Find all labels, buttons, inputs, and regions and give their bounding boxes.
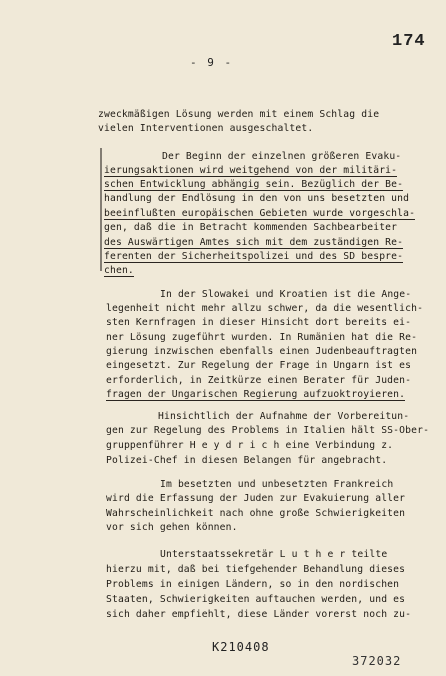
document-number: K210408 (212, 640, 270, 654)
text-line: hierzu mit, daß bei tiefgehender Behandlung dieses (106, 564, 406, 575)
text-line: gen zur Regelung des Problems in Italien hält SS-Ober- (106, 425, 430, 436)
text-line: Staaten, Schwierigkeiten auftauchen werden, und es (106, 594, 406, 605)
text-line: Im besetzten und unbesetzten Frankreich (160, 479, 394, 490)
text-line: Hinsichtlich der Aufnahme der Vorbereitun- (158, 411, 410, 422)
text-line: ierungsaktionen wird weitgehend von der militäri- (104, 165, 398, 176)
text-line: sten Kernfragen in dieser Hinsicht dort bereits ei- (106, 317, 412, 328)
text-line: ner Lösung zugeführt wurden. In Rumänien hat die Re- (106, 332, 418, 343)
margin-pen-stroke (100, 148, 102, 271)
text-line: sich daher empfiehlt, diese Länder vorerst noch zu- (106, 609, 412, 620)
text-line: erforderlich, in Zeitkürze einen Berater für Juden- (106, 375, 412, 386)
text-line: zweckmäßigen Lösung werden mit einem Schlag die (98, 109, 380, 120)
text-line: vielen Interventionen ausgeschaltet. (98, 123, 314, 134)
page-number: - 9 - (190, 56, 234, 69)
text-line: handlung der Endlösung in den von uns besetzten und (104, 193, 410, 204)
text-line: Der Beginn der einzelnen größeren Evaku- (162, 151, 402, 162)
text-line: Unterstaatssekretär L u t h e r teilte (160, 549, 388, 560)
text-line: legenheit nicht mehr allzu schwer, da die wesentlich- (106, 303, 424, 314)
text-line: Wahrscheinlichkeit nach ohne große Schwierigkeiten (106, 508, 406, 519)
page-stamp-number: 174 (392, 32, 426, 51)
file-number: 372032 (352, 654, 402, 668)
text-line: beeinflußten europäischen Gebieten wurde vorgeschla- (104, 208, 416, 219)
text-line: wird die Erfassung der Juden zur Evakuierung aller (106, 493, 406, 504)
text-line: eingesetzt. Zur Regelung der Frage in Ungarn ist es (106, 360, 412, 371)
text-line: gierung inzwischen ebenfalls einen Judenbeauftragten (106, 346, 418, 357)
text-line: Problems in einigen Ländern, so in den nordischen (106, 579, 400, 590)
text-line: gen, daß die in Betracht kommenden Sachbearbeiter (104, 222, 398, 233)
text-line: chen. (104, 265, 134, 276)
text-line: gruppenführer H e y d r i c h eine Verbindung z. (106, 440, 394, 451)
text-line: Polizei-Chef in diesen Belangen für angebracht. (106, 455, 388, 466)
text-line: fragen der Ungarischen Regierung aufzuoktroyieren. (106, 389, 406, 400)
text-line: In der Slowakei und Kroatien ist die Ange- (160, 289, 412, 300)
text-line: ferenten der Sicherheitspolizei und des SD bespre- (104, 251, 404, 262)
text-line: schen Entwicklung abhängig sein. Bezüglich der Be- (104, 179, 404, 190)
text-line: des Auswärtigen Amtes sich mit dem zuständigen Re- (104, 237, 404, 248)
text-line: vor sich gehen können. (106, 522, 238, 533)
